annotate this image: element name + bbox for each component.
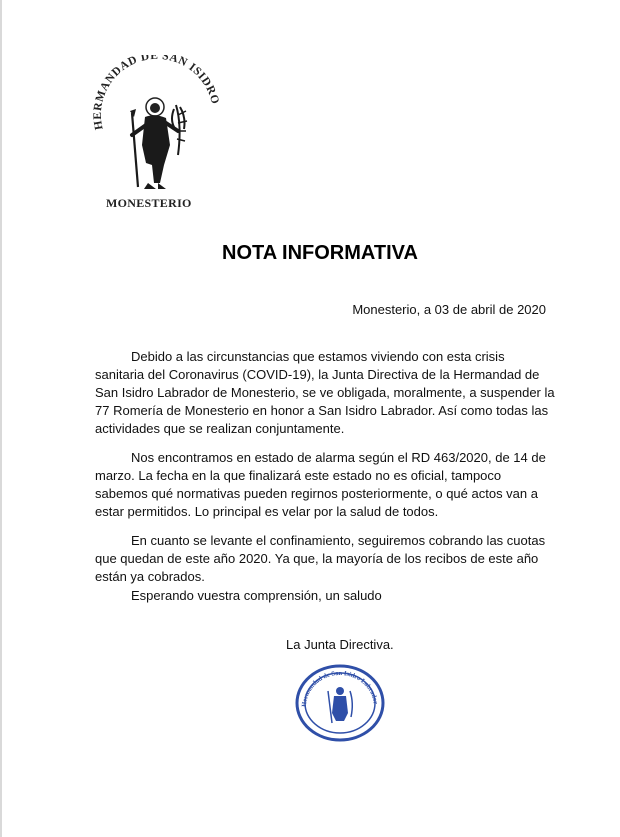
- stamp-text: Hermandad de San Isidro Labrador: [300, 669, 379, 708]
- signature-line: La Junta Directiva.: [286, 637, 394, 652]
- official-stamp: [294, 663, 386, 743]
- saint-figure-icon: [130, 98, 187, 189]
- logo-caption: MONESTERIO: [106, 196, 192, 210]
- document-body: [95, 348, 555, 597]
- paragraph: Nos encontramos en estado de alarma según el RD 463/2020, de 14 de marzo. La fecha en la que finalizará este estado no es oficial, tampoco sabemos qué normativas pueden regirnos posteriormente, o qué actos van a estar permitidos. Lo principal es velar por la salud de todos.: [95, 450, 546, 519]
- document-title: NOTA INFORMATIVA: [222, 242, 418, 264]
- paragraph: En cuanto se levante el confinamiento, seguiremos cobrando las cuotas que quedan de este año 2020. Ya que, la mayoría de los recibos de este año están ya cobrados.: [95, 533, 546, 584]
- stamp-saint-icon: [328, 687, 352, 723]
- hermandad-logo: [82, 55, 232, 215]
- page-edge: [0, 0, 2, 837]
- date-line: Monesterio, a 03 de abril de 2020: [352, 302, 546, 317]
- closing-line: Esperando vuestra comprensión, un saludo: [131, 588, 382, 603]
- paragraph: Debido a las circunstancias que estamos viviendo con esta crisis sanitaria del Coronavirus (COVID-19), la Junta Directiva de la Hermandad de San Isidro Labrador de Monesterio, se ve obligada, moralmente, a suspender la 77 Romería de Monesterio en honor a San Isidro Labrador. Así como todas las actividades que se realizan conjuntamente.: [95, 349, 555, 436]
- logo-arc-text: HERMANDAD DE SAN ISIDRO: [91, 55, 222, 131]
